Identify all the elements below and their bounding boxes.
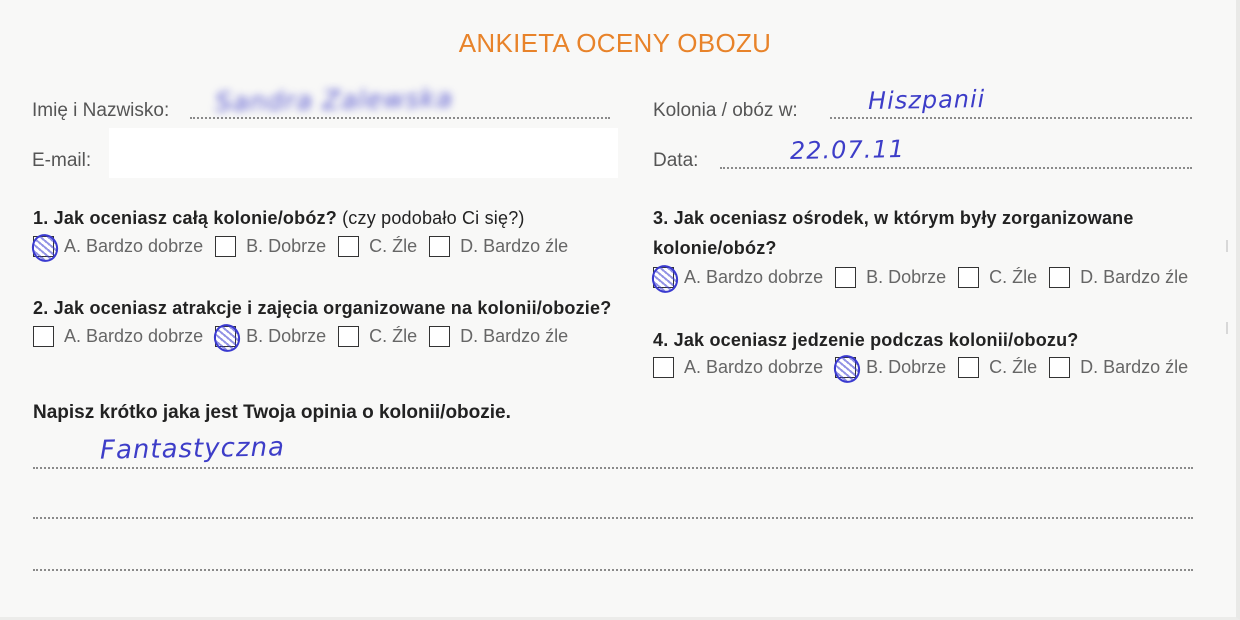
q2-option-c[interactable] [338, 326, 417, 347]
date-handwritten-value[interactable]: 22.07.11 [789, 134, 906, 166]
q4-checkbox-d[interactable] [1049, 357, 1070, 378]
camp-dotted-line [830, 117, 1192, 119]
opinion-handwritten-answer[interactable]: Fantastyczna [99, 432, 286, 466]
q2-option-c-label: C. Źle [369, 326, 418, 346]
q1-checkbox-c[interactable] [338, 236, 359, 257]
question-1-text [33, 208, 525, 229]
question-3-text-line1: 3. Jak oceniasz ośrodek, w którym były zorganizowane [653, 208, 1134, 228]
q1-option-b[interactable] [215, 236, 326, 257]
question-4-options [653, 357, 1200, 378]
question-2-options [33, 326, 580, 347]
q4-option-b[interactable] [835, 357, 946, 378]
question-3-options [653, 267, 1200, 288]
q1-option-d-label: D. Bardzo źle [460, 236, 569, 256]
q1-option-c-label: C. Źle [369, 236, 418, 256]
q2-checkbox-b-checked[interactable] [215, 326, 236, 347]
q4-option-c-label: C. Źle [989, 357, 1038, 377]
q4-option-c[interactable] [958, 357, 1037, 378]
question-1-note: (czy podobało Ci się?) [342, 208, 525, 228]
opinion-prompt: Napisz krótko jaka jest Twoja opinia o kolonii/obozie. [33, 402, 511, 423]
q1-option-d[interactable] [429, 236, 568, 257]
opinion-line-2[interactable] [33, 517, 1193, 519]
email-label: E-mail: [32, 150, 92, 171]
q2-checkbox-d[interactable] [429, 326, 450, 347]
q1-checkbox-d[interactable] [429, 236, 450, 257]
q3-option-b[interactable] [835, 267, 946, 288]
q1-checkbox-a-checked[interactable] [33, 236, 54, 257]
q3-option-a-label: A. Bardzo dobrze [684, 267, 824, 287]
q2-option-a[interactable] [33, 326, 203, 347]
q1-option-b-label: B. Dobrze [246, 236, 327, 256]
q3-option-c[interactable] [958, 267, 1037, 288]
q2-option-b[interactable] [215, 326, 326, 347]
q4-checkbox-a[interactable] [653, 357, 674, 378]
q1-option-a-label: A. Bardzo dobrze [64, 236, 204, 256]
form-title: ANKIETA OCENY OBOZU [458, 28, 772, 58]
camp-label: Kolonia / obóz w: [653, 100, 798, 121]
question-1-options [33, 236, 580, 257]
q2-checkbox-a[interactable] [33, 326, 54, 347]
q4-option-d-label: D. Bardzo źle [1080, 357, 1189, 377]
q3-checkbox-b[interactable] [835, 267, 856, 288]
q4-checkbox-b-checked[interactable] [835, 357, 856, 378]
q3-checkbox-d[interactable] [1049, 267, 1070, 288]
q3-checkbox-c[interactable] [958, 267, 979, 288]
q1-option-a[interactable] [33, 236, 203, 257]
q4-option-d[interactable] [1049, 357, 1188, 378]
q1-checkbox-b[interactable] [215, 236, 236, 257]
q2-checkbox-c[interactable] [338, 326, 359, 347]
date-label: Data: [653, 150, 699, 171]
q3-option-a[interactable] [653, 267, 823, 288]
q3-option-d[interactable] [1049, 267, 1188, 288]
camp-handwritten-value[interactable]: Hiszpanii [867, 84, 986, 116]
question-3-text-line2: kolonie/obóz? [653, 238, 777, 258]
edge-mark-2 [1226, 322, 1228, 334]
q4-option-a-label: A. Bardzo dobrze [684, 357, 824, 377]
question-4-text: 4. Jak oceniasz jedzenie podczas kolonii/obozu? [653, 330, 1079, 350]
q3-option-d-label: D. Bardzo źle [1080, 267, 1189, 287]
q4-checkbox-c[interactable] [958, 357, 979, 378]
q2-option-b-label: B. Dobrze [246, 326, 327, 346]
q3-option-b-label: B. Dobrze [866, 267, 947, 287]
q2-option-a-label: A. Bardzo dobrze [64, 326, 204, 346]
email-redacted-field[interactable] [109, 128, 618, 178]
name-handwritten-value[interactable]: Sandra Zalewska [214, 83, 454, 119]
date-dotted-line [720, 167, 1192, 169]
q3-option-c-label: C. Źle [989, 267, 1038, 287]
edge-mark-1 [1226, 240, 1228, 252]
q4-option-a[interactable] [653, 357, 823, 378]
question-2-text: 2. Jak oceniasz atrakcje i zajęcia organizowane na kolonii/obozie? [33, 298, 612, 318]
q1-option-c[interactable] [338, 236, 417, 257]
opinion-line-3[interactable] [33, 569, 1193, 571]
q3-checkbox-a-checked[interactable] [653, 267, 674, 288]
q4-option-b-label: B. Dobrze [866, 357, 947, 377]
q2-option-d-label: D. Bardzo źle [460, 326, 569, 346]
opinion-line-1[interactable] [33, 467, 1193, 469]
q2-option-d[interactable] [429, 326, 568, 347]
name-label: Imię i Nazwisko: [32, 100, 170, 121]
question-1-main: 1. Jak oceniasz całą kolonie/obóz? [33, 208, 337, 228]
